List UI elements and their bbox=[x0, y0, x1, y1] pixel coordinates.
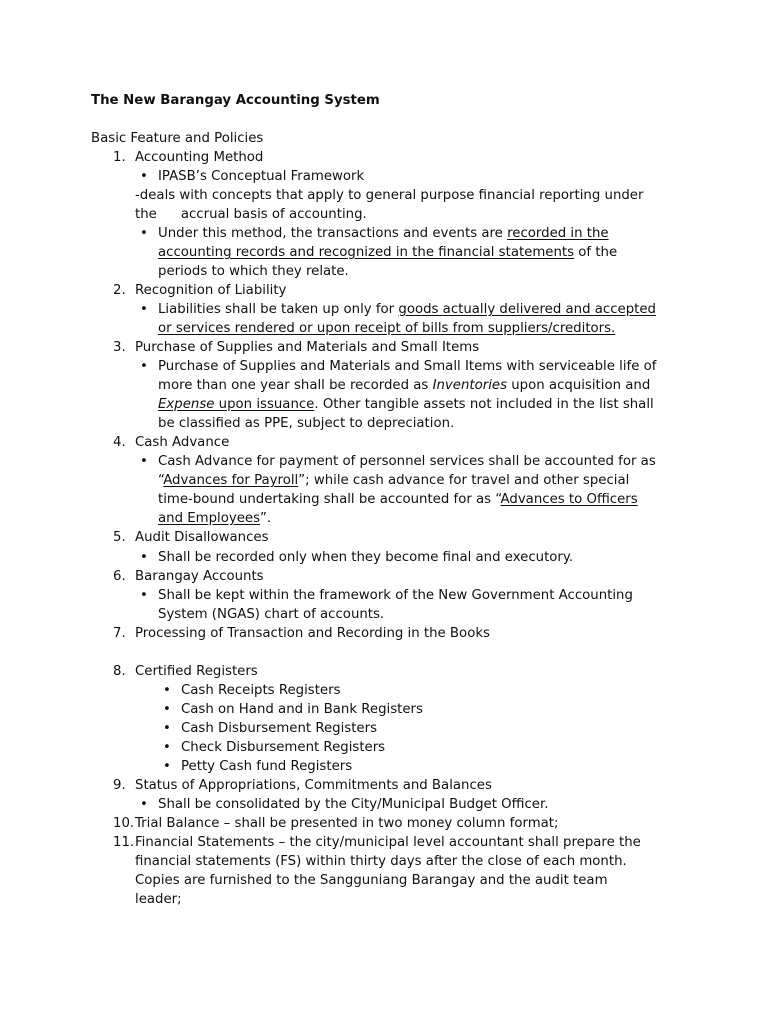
bullet: • bbox=[163, 740, 171, 755]
underlined-text: Advances to Officers bbox=[500, 492, 638, 507]
paragraph-line: financial statements (FS) within thirty days after the close of each month. bbox=[135, 854, 627, 869]
text-span: time-bound undertaking shall be accounted for as “ bbox=[158, 492, 501, 507]
text-span: Liabilities shall be taken up only for bbox=[158, 302, 399, 317]
text-span: ”. bbox=[260, 511, 272, 526]
bullet: • bbox=[140, 797, 148, 812]
section-subtitle: Basic Feature and Policies bbox=[91, 131, 264, 146]
underlined-text: or services rendered or upon receipt of bills from suppliers/creditors. bbox=[158, 321, 616, 336]
list-item: Petty Cash fund Registers bbox=[181, 759, 353, 774]
italic-text: Inventories bbox=[432, 378, 508, 393]
text-span: . Other tangible assets not included in the list shall bbox=[314, 397, 654, 412]
item-heading: Certified Registers bbox=[135, 664, 258, 679]
bullet-text bbox=[158, 509, 271, 528]
text-span: of the bbox=[574, 245, 618, 260]
bullet-text: IPASB’s Conceptual Framework bbox=[158, 169, 365, 184]
document-title: The New Barangay Accounting System bbox=[91, 93, 380, 108]
bullet-text: System (NGAS) chart of accounts. bbox=[158, 607, 385, 622]
bullet: • bbox=[140, 359, 148, 374]
bullet-text bbox=[158, 395, 654, 414]
bullet: • bbox=[140, 169, 148, 184]
bullet-text bbox=[158, 471, 629, 490]
list-number: 11. bbox=[113, 835, 135, 850]
list-number: 2. bbox=[113, 283, 126, 298]
item-heading: Accounting Method bbox=[135, 150, 264, 165]
bullet-text bbox=[158, 319, 615, 338]
list-item: Check Disbursement Registers bbox=[181, 740, 386, 755]
item-heading: Trial Balance – shall be presented in two money column format; bbox=[135, 816, 559, 831]
paragraph-line: Copies are furnished to the Sangguniang Barangay and the audit team bbox=[135, 873, 608, 888]
bullet: • bbox=[163, 721, 171, 736]
bullet-text: be classified as PPE, subject to depreciation. bbox=[158, 416, 455, 431]
underlined-text: upon issuance bbox=[214, 397, 315, 412]
underlined-text: Advances for Payroll bbox=[163, 473, 299, 488]
list-number: 10. bbox=[113, 816, 135, 831]
italic-underlined-text: Expense bbox=[158, 397, 215, 412]
bullet: • bbox=[163, 683, 171, 698]
bullet: • bbox=[140, 588, 148, 603]
item-heading: Barangay Accounts bbox=[135, 569, 264, 584]
item-heading: Purchase of Supplies and Materials and Small Items bbox=[135, 340, 480, 355]
bullet-text: Cash Advance for payment of personnel services shall be accounted for as bbox=[158, 454, 656, 469]
text-span: upon acquisition and bbox=[507, 378, 651, 393]
text-span: Under this method, the transactions and events are bbox=[158, 226, 508, 241]
bullet: • bbox=[163, 702, 171, 717]
underlined-text: accounting records and recognized in the financial statements bbox=[158, 245, 575, 260]
bullet: • bbox=[140, 550, 148, 565]
list-number: 3. bbox=[113, 340, 126, 355]
bullet-text: Shall be consolidated by the City/Municipal Budget Officer. bbox=[158, 797, 549, 812]
text-span: “ bbox=[158, 473, 164, 488]
item-heading: Status of Appropriations, Commitments and Balances bbox=[135, 778, 492, 793]
text-span: ”; while cash advance for travel and other special bbox=[298, 473, 630, 488]
text-span: more than one year shall be recorded as bbox=[158, 378, 433, 393]
item-heading: Recognition of Liability bbox=[135, 283, 287, 298]
list-item: Cash Receipts Registers bbox=[181, 683, 341, 698]
list-number: 4. bbox=[113, 435, 126, 450]
paragraph-line bbox=[135, 205, 367, 224]
bullet-text bbox=[158, 490, 638, 509]
bullet-text bbox=[158, 243, 617, 262]
bullet-text: Shall be kept within the framework of the New Government Accounting bbox=[158, 588, 633, 603]
bullet: • bbox=[163, 759, 171, 774]
bullet-text: Shall be recorded only when they become final and executory. bbox=[158, 550, 574, 565]
bullet-text bbox=[158, 376, 650, 395]
paragraph-line: leader; bbox=[135, 892, 182, 907]
list-number: 7. bbox=[113, 626, 126, 641]
underlined-text: and Employees bbox=[158, 511, 261, 526]
list-item: Cash on Hand and in Bank Registers bbox=[181, 702, 423, 717]
bullet-text: Purchase of Supplies and Materials and Small Items with serviceable life of bbox=[158, 359, 657, 374]
list-number: 9. bbox=[113, 778, 126, 793]
bullet-text bbox=[158, 300, 656, 319]
underlined-text: recorded in the bbox=[507, 226, 609, 241]
item-heading: Processing of Transaction and Recording in the Books bbox=[135, 626, 490, 641]
list-number: 5. bbox=[113, 530, 126, 545]
text-span: accrual basis of accounting. bbox=[180, 207, 367, 222]
paragraph-line: -deals with concepts that apply to general purpose financial reporting under bbox=[135, 188, 644, 203]
bullet: • bbox=[140, 302, 148, 317]
bullet: • bbox=[140, 226, 148, 241]
list-number: 6. bbox=[113, 569, 126, 584]
text-span: the bbox=[135, 207, 157, 222]
list-number: 1. bbox=[113, 150, 126, 165]
item-heading: Financial Statements – the city/municipal level accountant shall prepare the bbox=[135, 835, 641, 850]
underlined-text: goods actually delivered and accepted bbox=[398, 302, 656, 317]
list-item: Cash Disbursement Registers bbox=[181, 721, 377, 736]
bullet: • bbox=[140, 454, 148, 469]
item-heading: Cash Advance bbox=[135, 435, 230, 450]
bullet-text bbox=[158, 224, 609, 243]
item-heading: Audit Disallowances bbox=[135, 530, 269, 545]
list-number: 8. bbox=[113, 664, 126, 679]
bullet-text: periods to which they relate. bbox=[158, 264, 349, 279]
